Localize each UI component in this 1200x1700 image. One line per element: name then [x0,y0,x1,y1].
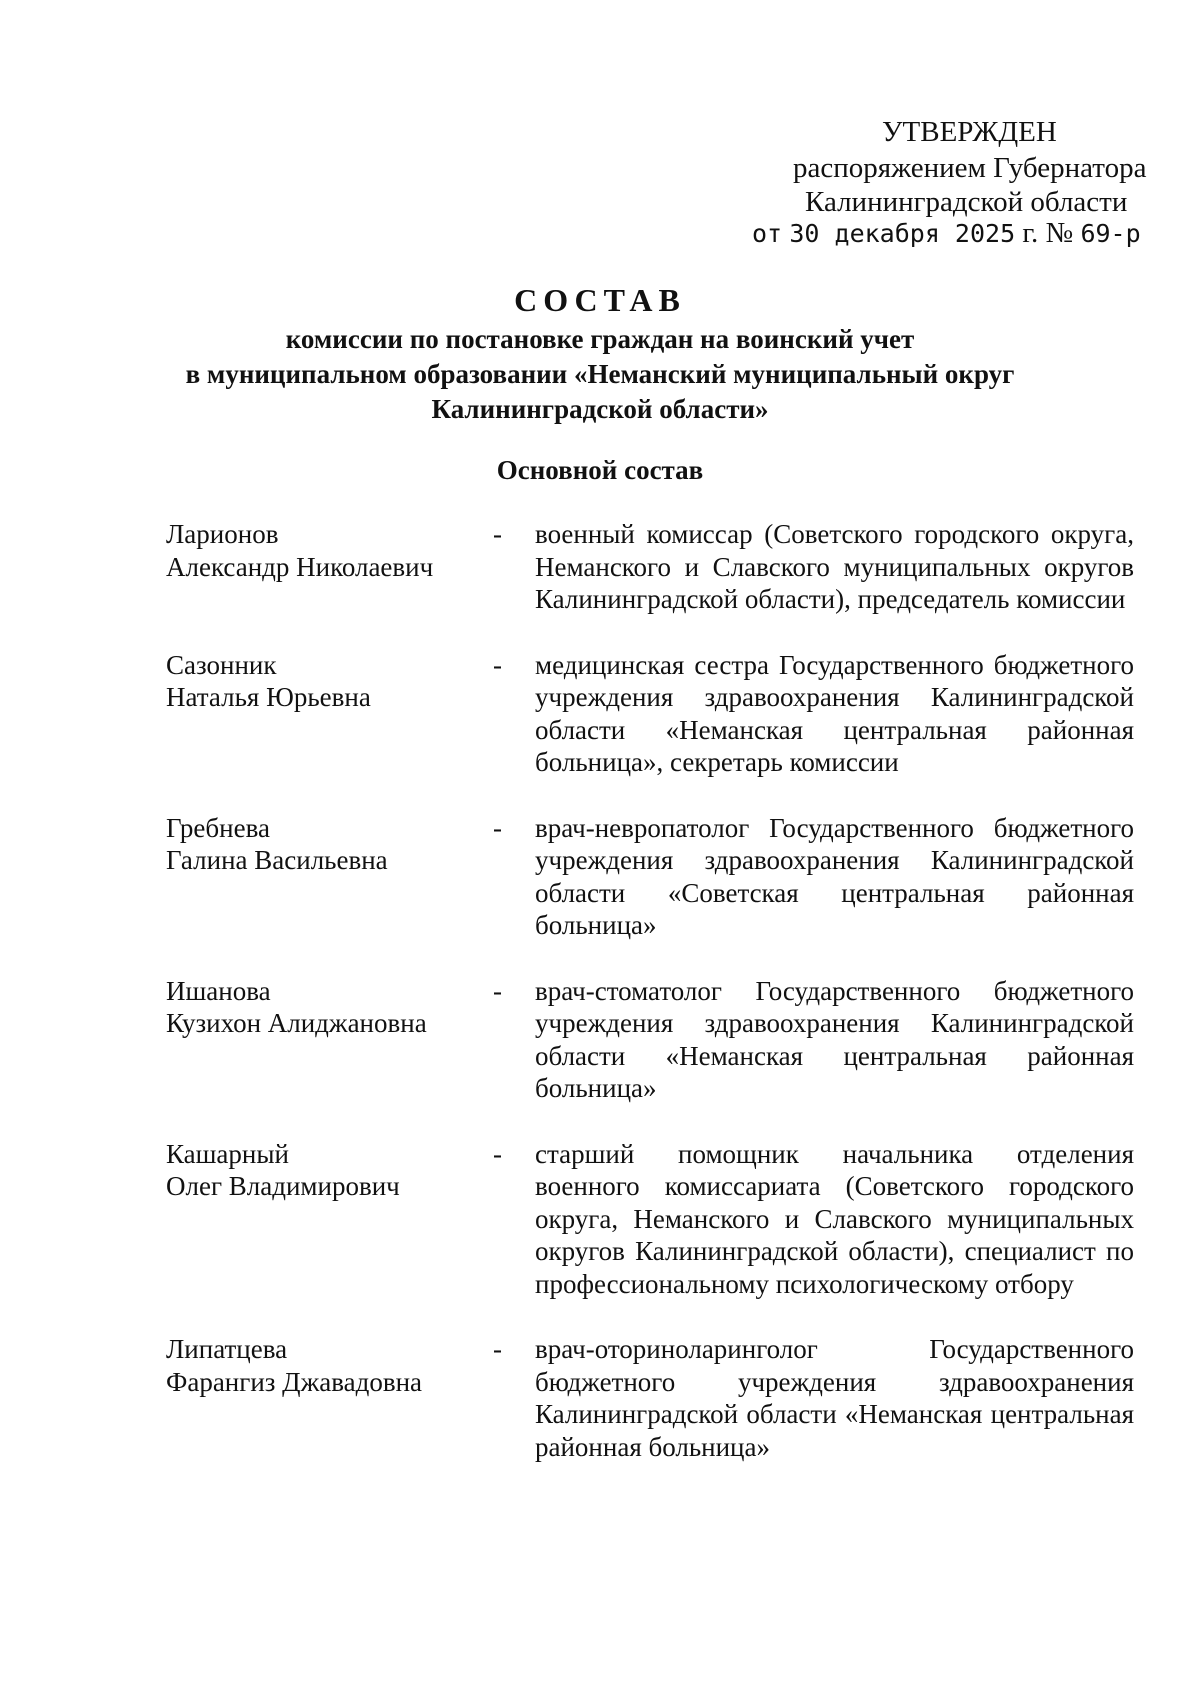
member-name [166,975,496,1040]
document-heading: СОСТАВ [514,282,686,318]
member-entry [166,649,1134,779]
member-given-names: Олег Владимирович [166,1171,400,1201]
member-dash: - [493,1138,502,1169]
member-role: медицинская сестра Государственного бюджетного учреждения здравоохранения Калининградской области «Неманская центральная районная больница», секретарь комиссии [535,649,1134,777]
approval-region: Калининградской области [805,186,1128,218]
document-title-block [100,280,1100,427]
member-given-names: Александр Николаевич [166,551,434,582]
approval-date-suffix: г. № [1022,217,1074,249]
member-dash: - [493,812,502,843]
member-role: врач-оториноларинголог Государственного бюджетного учреждения здравоохранения Калининградской области «Неманская центральная районная больница» [535,1334,1134,1462]
approval-date-prefix: от [752,219,783,248]
member-given-names: Галина Васильевна [166,845,388,875]
member-entry [166,1333,1134,1463]
member-dash: - [493,975,502,1006]
document-subtitle-line-1: комиссии по постановке граждан на воинский учет [285,324,915,354]
members-list [166,518,1134,1496]
member-name [166,649,496,714]
member-entry [166,975,1134,1105]
approval-authority: распоряжением Губернатора [793,152,1147,184]
document-subtitle-line-2: в муниципальном образовании «Неманский муниципальный округ [185,359,1015,389]
member-dash: - [493,519,502,549]
member-surname: Ишанова [166,975,271,1006]
member-given-names: Фарангиз Джавадовна [166,1366,423,1397]
member-given-names: Кузихон Алиджановна [166,1008,427,1038]
member-role: врач-стоматолог Государственного бюджетного учреждения здравоохранения Калининградской области «Неманская центральная районная больница» [535,975,1134,1103]
document-subtitle-line-3: Калининградской области» [431,394,769,424]
member-surname: Гребнева [166,812,270,843]
member-name [166,1333,496,1398]
member-entry [166,518,1134,616]
member-role: старший помощник начальника отделения военного комиссариата (Советского городского округа, Неманского и Славского муниципальных округов Калининградской области), специалист по профессиональному психологическому отбору [535,1138,1134,1299]
member-dash: - [493,649,502,680]
member-given-names: Наталья Юрьевна [166,682,371,712]
member-surname: Липатцева [166,1334,288,1364]
member-role: врач-невропатолог Государственного бюджетного учреждения здравоохранения Калининградской области «Советская центральная районная больница» [535,812,1134,940]
approval-date-number [752,217,1141,250]
member-name [166,812,496,877]
member-entry [166,812,1134,942]
member-entry [166,1138,1134,1301]
member-name [166,1138,496,1203]
member-name [166,518,496,583]
member-dash: - [493,1334,502,1364]
section-title: Основной состав [496,455,704,485]
member-surname: Сазонник [166,649,277,680]
member-surname: Кашарный [166,1138,289,1169]
member-surname: Ларионов [166,519,279,549]
approval-number: 69-р [1080,219,1141,248]
approval-title: УТВЕРЖДЕН [882,116,1057,148]
member-role: военный комиссар (Советского городского округа, Неманского и Славского муниципальных округов Калининградской области), председатель комиссии [535,519,1134,614]
approval-stamp-block [700,116,1150,256]
approval-date: 30 декабря 2025 [789,219,1016,248]
